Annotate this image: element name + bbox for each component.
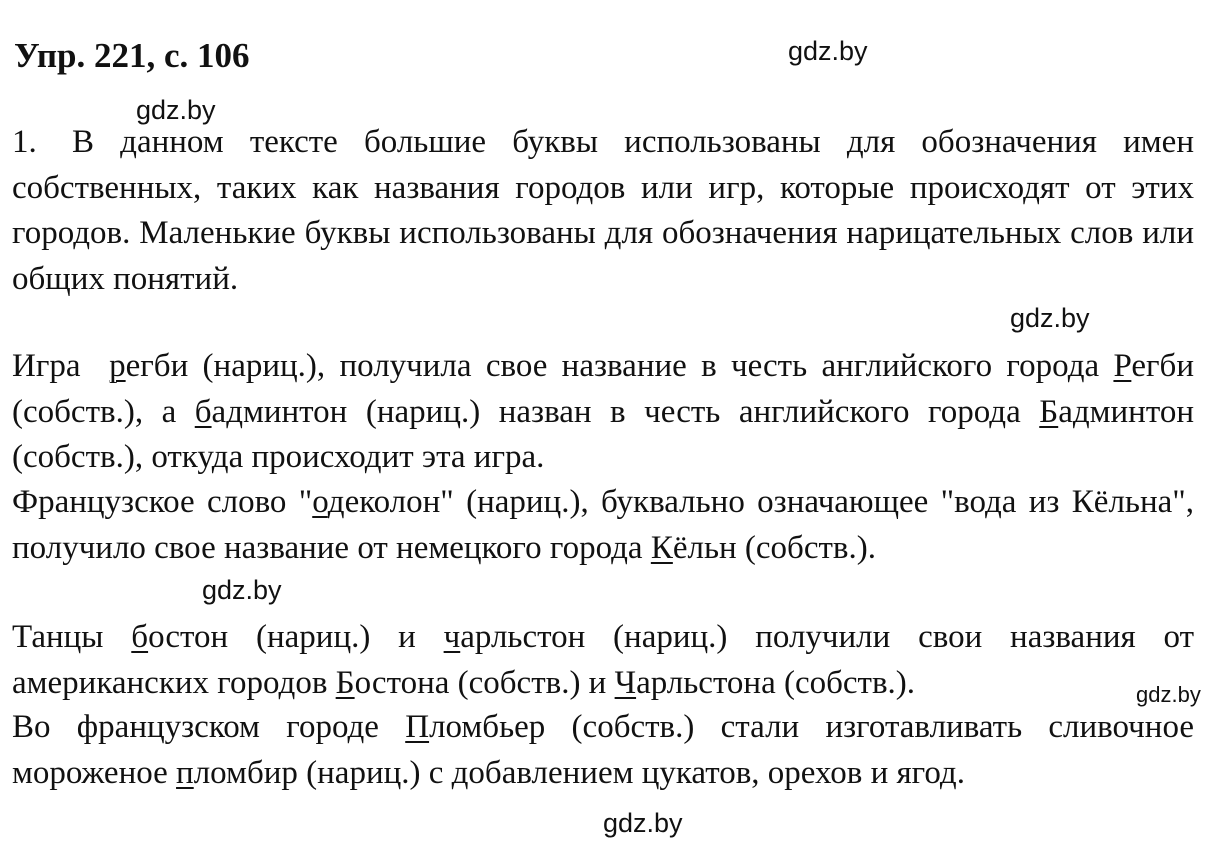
watermark: gdz.by: [202, 575, 282, 605]
underlined-letter: б: [194, 393, 212, 430]
text-run: Во французском городе: [12, 709, 406, 745]
underlined-letter: Б: [1039, 393, 1059, 430]
exercise-title: Упр. 221, с. 106: [14, 36, 250, 75]
underlined-letter: Ч: [614, 664, 637, 701]
text-run: остона (собств.) и: [354, 664, 615, 701]
text-run: егби (нариц.), получила свое название в честь английского города: [125, 348, 1114, 384]
underlined-letter: К: [650, 529, 673, 566]
paragraph-1: [12, 120, 1194, 302]
paragraph-text: В данном тексте большие буквы использованы для обозначения имен собственных, таких как названия городов или игр, которые происходят от этих городов. Маленькие буквы использованы для обозначения нарицательных слов или общих понятий.: [12, 124, 1194, 297]
paragraph-5: [12, 705, 1194, 796]
text-run: ломбир (нариц.) с добавлением цукатов, орехов и ягод.: [193, 754, 965, 791]
text-run: арльстон (нариц.) получили свои названия от американских городов: [12, 619, 1194, 701]
underlined-letter: Б: [335, 664, 355, 701]
underlined-letter: р: [109, 348, 126, 384]
watermark: gdz.by: [1010, 303, 1090, 333]
underlined-letter: п: [176, 754, 194, 791]
text-run: админтон (собств.), откуда происходит эта игра.: [12, 393, 1194, 475]
paragraph-4: [12, 615, 1194, 706]
watermark: gdz.by: [788, 36, 868, 66]
watermark: gdz.by: [603, 808, 683, 838]
text-run: Французское слово ": [12, 484, 313, 520]
text-run: Игра: [12, 348, 110, 384]
paragraph-2: [12, 344, 1194, 481]
text-run: ломбьер (собств.) стали изготавливать сливочное мороженое: [12, 709, 1194, 791]
underlined-letter: Р: [1113, 348, 1132, 384]
underlined-letter: П: [405, 709, 430, 745]
text-run: деколон" (нариц.), буквально означающее "вода из Кёльна", получило свое название от немецкого города: [12, 484, 1194, 566]
text-run: арльстона (собств.).: [636, 664, 916, 701]
underlined-letter: б: [131, 619, 149, 655]
text-run: ёльн (собств.).: [672, 529, 876, 566]
watermark: gdz.by: [1136, 682, 1201, 707]
underlined-letter: о: [312, 484, 328, 520]
watermark: gdz.by: [136, 95, 216, 125]
underlined-letter: ч: [443, 619, 461, 655]
text-run: админтон (нариц.) назван в честь английского города: [211, 393, 1040, 430]
paragraph-3: [12, 480, 1194, 571]
text-run: егби (собств.), а: [12, 348, 1194, 430]
text-run: остон (нариц.) и: [148, 619, 444, 655]
item-number: 1.: [12, 124, 37, 160]
text-run: Танцы: [12, 619, 132, 655]
